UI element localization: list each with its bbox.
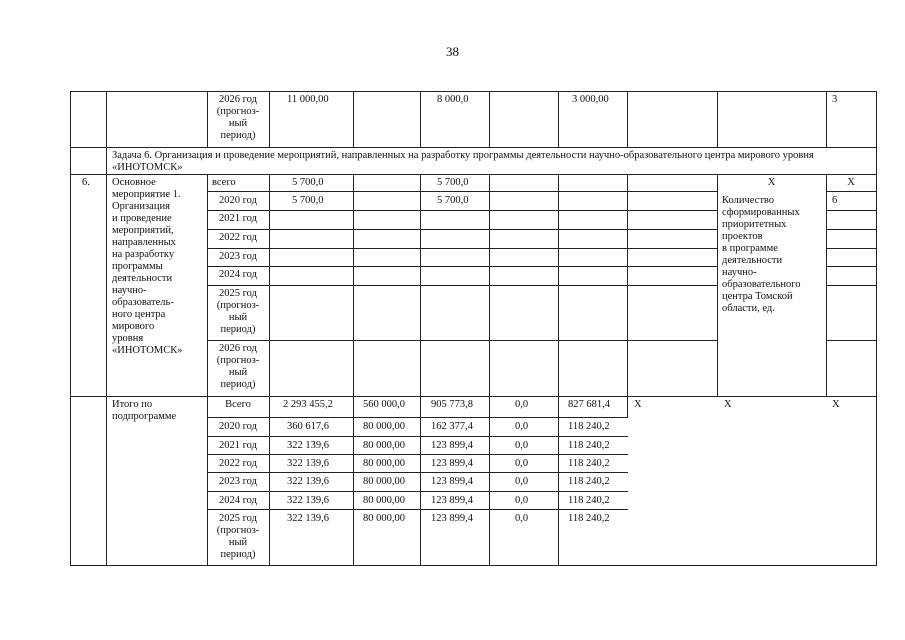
period-label: 2025 год xyxy=(219,288,257,299)
table-rule-v xyxy=(876,91,877,566)
amount-cell: 80 000,00 xyxy=(363,476,405,487)
table-rule-v xyxy=(627,174,628,397)
amount-cell: 5 700,0 xyxy=(437,195,469,206)
event-name: и проведение xyxy=(112,213,172,224)
amount-cell: 118 240,2 xyxy=(568,440,610,451)
amount-cell: 0,0 xyxy=(515,458,529,469)
amount-cell: 123 899,4 xyxy=(431,440,473,451)
subtotal-label: Итого по xyxy=(112,399,153,410)
period-label: период) xyxy=(220,549,256,560)
table-rule-h xyxy=(826,210,877,211)
amount-cell: 2 293 455,2 xyxy=(283,399,333,410)
year-label: 2024 год xyxy=(219,495,257,506)
row-number: 6. xyxy=(82,177,90,188)
amount-cell: 560 000,0 xyxy=(363,399,405,410)
amount-cell: 8 000,0 xyxy=(437,94,469,105)
indicator-name: проектов xyxy=(722,231,763,242)
event-name: деятельности xyxy=(112,273,173,284)
indicator-name: приоритетных xyxy=(722,219,787,230)
amount-cell: 905 773,8 xyxy=(431,399,473,410)
amount-cell: 11 000,00 xyxy=(287,94,329,105)
table-rule-h xyxy=(826,285,877,286)
period-label: период) xyxy=(220,130,256,141)
total-label: всего xyxy=(212,177,236,188)
x-mark: Х xyxy=(832,399,840,410)
table-rule-h xyxy=(826,266,877,267)
amount-cell: 162 377,4 xyxy=(431,421,473,432)
year-label: 2021 год xyxy=(219,440,257,451)
event-name: мероприятие 1. xyxy=(112,189,181,200)
period-label: ный xyxy=(228,537,248,548)
period-label: ный xyxy=(228,118,248,129)
table-rule-h xyxy=(826,229,877,230)
event-name: уровня xyxy=(112,333,144,344)
amount-cell: 80 000,00 xyxy=(363,421,405,432)
indicator-name: в программе xyxy=(722,243,778,254)
table-rule-h xyxy=(207,229,718,230)
year-label: 2023 год xyxy=(219,251,257,262)
event-name: ного центра xyxy=(112,309,166,320)
period-label: ный xyxy=(228,312,248,323)
table-rule-v xyxy=(353,174,354,566)
table-rule-v xyxy=(269,91,270,148)
year-label: 2023 год xyxy=(219,476,257,487)
table-rule-v xyxy=(717,91,718,148)
table-rule-h xyxy=(70,147,877,148)
table-rule-h xyxy=(207,436,628,437)
table-rule-v xyxy=(489,91,490,148)
period-label: (прогноз- xyxy=(216,355,260,366)
period-label: (прогноз- xyxy=(216,525,260,536)
amount-cell: 5 700,0 xyxy=(292,195,324,206)
period-label: период) xyxy=(220,379,256,390)
event-name: направленных xyxy=(112,237,176,248)
table-rule-v xyxy=(627,396,628,418)
event-name: Основное xyxy=(112,177,156,188)
amount-cell: 322 139,6 xyxy=(287,476,329,487)
table-rule-v xyxy=(269,174,270,566)
period-label: 2026 год xyxy=(219,343,257,354)
amount-cell: 360 617,6 xyxy=(287,421,329,432)
event-name: на разработку xyxy=(112,249,175,260)
amount-cell: 118 240,2 xyxy=(568,458,610,469)
event-name: «ИНОТОМСК» xyxy=(112,345,183,356)
period-label: ный xyxy=(228,367,248,378)
table-rule-v xyxy=(558,91,559,148)
indicator-name: научно- xyxy=(722,267,757,278)
amount-cell: 80 000,00 xyxy=(363,440,405,451)
amount-cell: 0,0 xyxy=(515,399,529,410)
period-label: 2025 год xyxy=(219,513,257,524)
amount-cell: 118 240,2 xyxy=(568,495,610,506)
table-rule-h xyxy=(207,285,718,286)
table-rule-v xyxy=(826,91,827,148)
indicator-value: 3 xyxy=(832,94,838,105)
subtotal-label: подпрограмме xyxy=(112,411,177,422)
table-rule-v xyxy=(826,174,827,397)
table-rule-h xyxy=(207,210,718,211)
indicator-name: сформированных xyxy=(722,207,800,218)
event-name: Организация xyxy=(112,201,170,212)
amount-cell: 3 000,00 xyxy=(572,94,609,105)
indicator-name: образовательного xyxy=(722,279,801,290)
table-rule-h xyxy=(207,248,718,249)
table-rule-v xyxy=(489,174,490,566)
amount-cell: 123 899,4 xyxy=(431,476,473,487)
table-rule-h xyxy=(207,509,628,510)
table-rule-v xyxy=(70,91,71,566)
table-rule-h xyxy=(207,340,718,341)
table-rule-h xyxy=(70,396,877,397)
x-mark: Х xyxy=(634,399,642,410)
year-label: Всего xyxy=(225,399,251,410)
amount-cell: 118 240,2 xyxy=(568,513,610,524)
table-rule-h xyxy=(826,248,877,249)
table-rule-h xyxy=(207,191,718,192)
event-name: мирового xyxy=(112,321,155,332)
indicator-name: деятельности xyxy=(722,255,783,266)
table-rule-h xyxy=(826,340,877,341)
table-rule-h xyxy=(207,266,718,267)
table-rule-h xyxy=(207,472,628,473)
year-label: 2022 год xyxy=(219,458,257,469)
table-rule-h xyxy=(207,417,628,418)
amount-cell: 123 899,4 xyxy=(431,513,473,524)
table-rule-v xyxy=(717,174,718,397)
period-label: (прогноз- xyxy=(216,300,260,311)
year-label: 2020 год xyxy=(219,421,257,432)
year-label: 2021 год xyxy=(219,213,257,224)
year-label: 2020 год xyxy=(219,195,257,206)
indicator-name: области, ед. xyxy=(722,303,775,314)
amount-cell: 5 700,0 xyxy=(437,177,469,188)
period-label: 2026 год xyxy=(219,94,257,105)
x-mark: Х xyxy=(847,177,855,188)
amount-cell: 118 240,2 xyxy=(568,476,610,487)
amount-cell: 322 139,6 xyxy=(287,458,329,469)
indicator-value: 6 xyxy=(832,195,838,206)
amount-cell: 0,0 xyxy=(515,476,529,487)
amount-cell: 80 000,00 xyxy=(363,513,405,524)
x-mark: Х xyxy=(724,399,732,410)
table-rule-h xyxy=(207,491,628,492)
event-name: мероприятий, xyxy=(112,225,174,236)
indicator-name: Количество xyxy=(722,195,775,206)
amount-cell: 118 240,2 xyxy=(568,421,610,432)
amount-cell: 322 139,6 xyxy=(287,495,329,506)
amount-cell: 827 681,4 xyxy=(568,399,610,410)
amount-cell: 80 000,00 xyxy=(363,458,405,469)
amount-cell: 0,0 xyxy=(515,440,529,451)
table-rule-h xyxy=(826,191,877,192)
table-rule-v xyxy=(420,91,421,148)
table-rule-h xyxy=(70,174,877,175)
table-rule-h xyxy=(207,454,628,455)
event-name: программы xyxy=(112,261,163,272)
task-title: Задача 6. Организация и проведение мероприятий, направленных на разработку программы деятельности научно-образовательного центра мирового уровня «ИНОТОМСК» xyxy=(112,150,814,173)
table-rule-v xyxy=(558,174,559,566)
x-mark: Х xyxy=(767,177,776,188)
table-rule-v xyxy=(353,91,354,148)
period-label: (прогноз- xyxy=(216,106,260,117)
table-rule-v xyxy=(420,174,421,566)
amount-cell: 322 139,6 xyxy=(287,440,329,451)
event-name: образователь- xyxy=(112,297,174,308)
period-label: период) xyxy=(220,324,256,335)
year-label: 2022 год xyxy=(219,232,257,243)
amount-cell: 123 899,4 xyxy=(431,458,473,469)
table-rule-v xyxy=(627,91,628,148)
amount-cell: 0,0 xyxy=(515,513,529,524)
table-rule-v xyxy=(106,91,107,566)
amount-cell: 0,0 xyxy=(515,495,529,506)
page-number: 38 xyxy=(446,44,459,59)
amount-cell: 0,0 xyxy=(515,421,529,432)
amount-cell: 5 700,0 xyxy=(292,177,324,188)
amount-cell: 123 899,4 xyxy=(431,495,473,506)
amount-cell: 80 000,00 xyxy=(363,495,405,506)
event-name: научно- xyxy=(112,285,147,296)
indicator-name: центра Томской xyxy=(722,291,793,302)
table-rule-h xyxy=(70,91,877,92)
amount-cell: 322 139,6 xyxy=(287,513,329,524)
table-rule-h xyxy=(70,565,877,566)
year-label: 2024 год xyxy=(219,269,257,280)
